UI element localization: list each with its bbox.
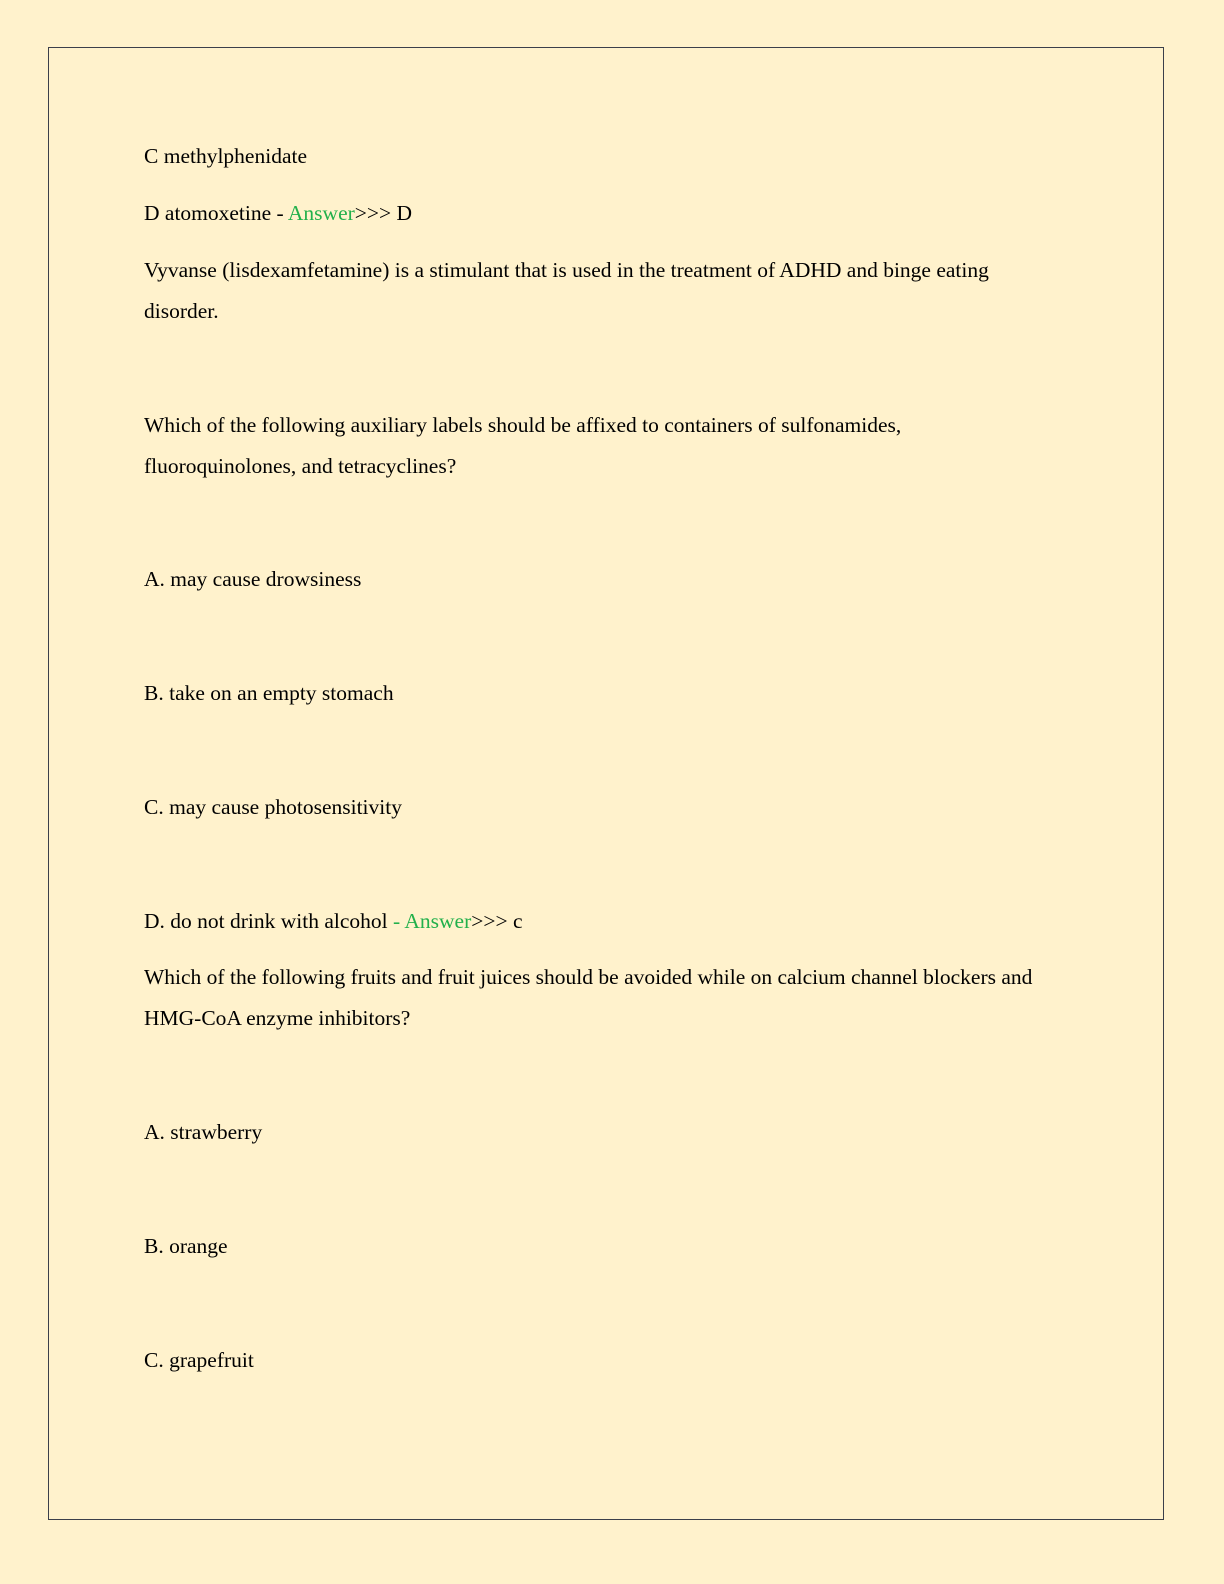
fruits-option-a: A. strawberry (144, 1120, 263, 1144)
answer-keyword: - Answer (393, 909, 472, 933)
answer-keyword: Answer (287, 201, 355, 225)
prev-explanation: Vyvanse (lisdexamfetamine) is a stimulant that is used in the treatment of ADHD and binge eating disorder. (144, 258, 989, 323)
fruits-option-b: B. orange (144, 1234, 228, 1258)
answer-value: >>> c (471, 909, 523, 933)
labels-option-d-text: D. do not drink with alcohol (144, 909, 394, 933)
prev-option-d (144, 193, 1044, 234)
labels-question: Which of the following auxiliary labels should be affixed to containers of sulfonamides, fluoroquinolones, and tetracyclines? (144, 413, 902, 478)
prev-option-d-text: D atomoxetine - (144, 201, 288, 225)
prev-option-c: C methylphenidate (144, 144, 308, 168)
labels-option-a: A. may cause drowsiness (144, 567, 362, 591)
labels-option-d (144, 901, 1044, 942)
answer-value: >>> D (354, 201, 413, 225)
labels-option-b: B. take on an empty stomach (144, 681, 394, 705)
fruits-question: Which of the following fruits and fruit juices should be avoided while on calcium channel blockers and HMG-CoA enzyme inhibitors? (144, 965, 1033, 1030)
labels-option-c: C. may cause photosensitivity (144, 795, 402, 819)
fruits-option-c: C. grapefruit (144, 1348, 254, 1372)
